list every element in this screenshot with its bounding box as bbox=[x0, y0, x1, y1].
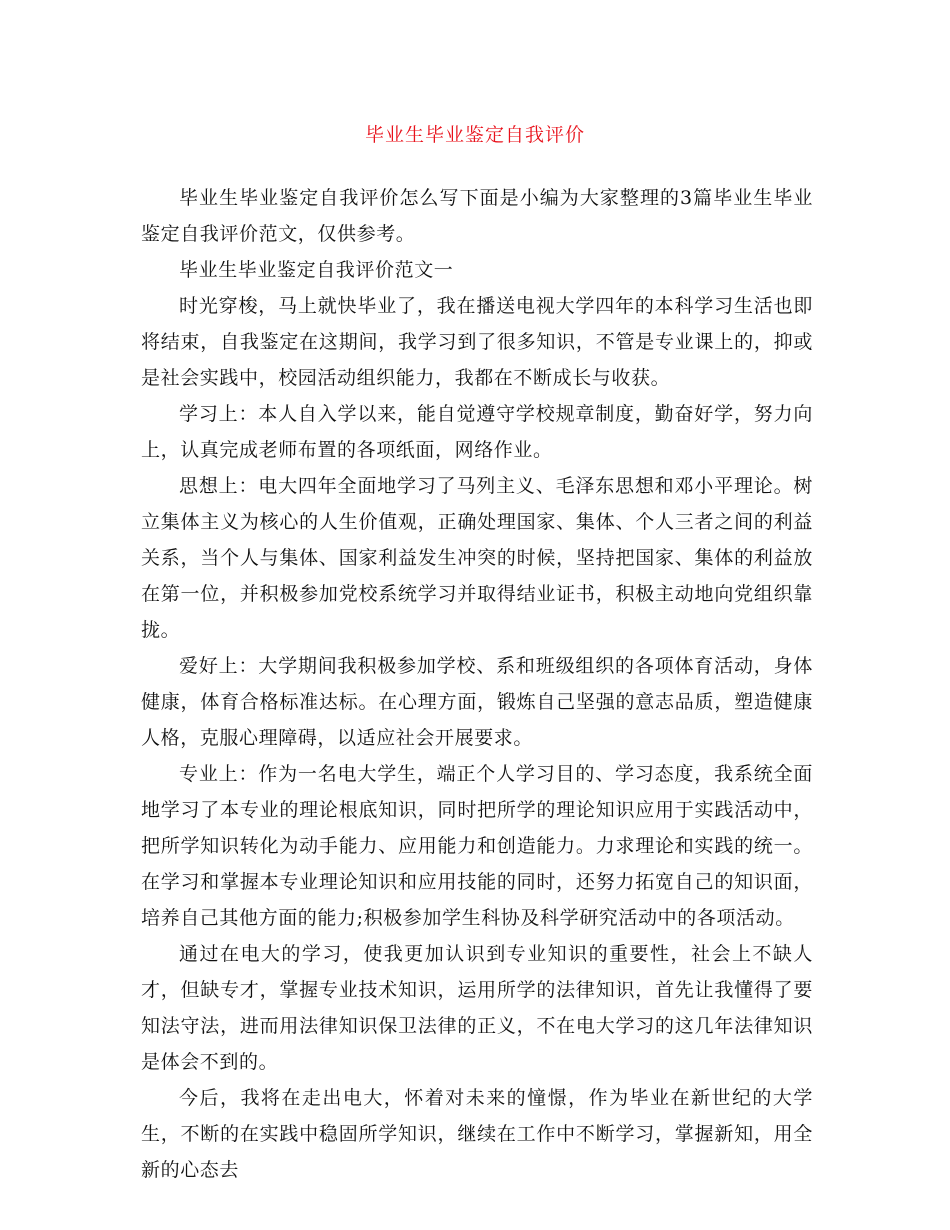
document-body bbox=[141, 180, 813, 1188]
body-paragraph: 通过在电大的学习，使我更加认识到专业知识的重要性，社会上不缺人才，但缺专才，掌握专业技术知识，运用所学的法律知识，首先让我懂得了要知法守法，进而用法律知识保卫法律的正义，不在电大学习的这几年法律知识是体会不到的。 bbox=[141, 943, 813, 1073]
body-paragraph: 思想上：电大四年全面地学习了马列主义、毛泽东思想和邓小平理论。树立集体主义为核心的人生价值观，正确处理国家、集体、个人三者之间的利益关系，当个人与集体、国家利益发生冲突的时候，坚持把国家、集体的利益放在第一位，并积极参加党校系统学习并取得结业证书，积极主动地向党组织靠拢。 bbox=[141, 475, 813, 641]
intro-paragraph: 毕业生毕业鉴定自我评价怎么写下面是小编为大家整理的3篇毕业生毕业鉴定自我评价范文，仅供参考。 bbox=[141, 187, 813, 245]
section-heading: 毕业生毕业鉴定自我评价范文一 bbox=[179, 259, 454, 281]
body-paragraph: 爱好上：大学期间我积极参加学校、系和班级组织的各项体育活动，身体健康，体育合格标准达标。在心理方面，锻炼自己坚强的意志品质，塑造健康人格，克服心理障碍，以适应社会开展要求。 bbox=[141, 655, 813, 749]
body-paragraph: 时光穿梭，马上就快毕业了，我在播送电视大学四年的本科学习生活也即将结束，自我鉴定在这期间，我学习到了很多知识，不管是专业课上的，抑或是社会实践中，校园活动组织能力，我都在不断成长与收获。 bbox=[141, 295, 813, 389]
body-paragraph: 今后，我将在走出电大，怀着对未来的憧憬，作为毕业在新世纪的大学生，不断的在实践中稳固所学知识，继续在工作中不断学习，掌握新知，用全新的心态去 bbox=[141, 1087, 813, 1181]
body-paragraph: 学习上：本人自入学以来，能自觉遵守学校规章制度，勤奋好学，努力向上，认真完成老师布置的各项纸面，网络作业。 bbox=[141, 403, 813, 461]
body-paragraph: 专业上：作为一名电大学生，端正个人学习目的、学习态度，我系统全面地学习了本专业的理论根底知识，同时把所学的理论知识应用于实践活动中，把所学知识转化为动手能力、应用能力和创造能力。力求理论和实践的统一。在学习和掌握本专业理论知识和应用技能的同时，还努力拓宽自己的知识面，培养自己其他方面的能力;积极参加学生科协及科学研究活动中的各项活动。 bbox=[141, 763, 813, 929]
document-title: 毕业生毕业鉴定自我评价 bbox=[364, 124, 585, 146]
